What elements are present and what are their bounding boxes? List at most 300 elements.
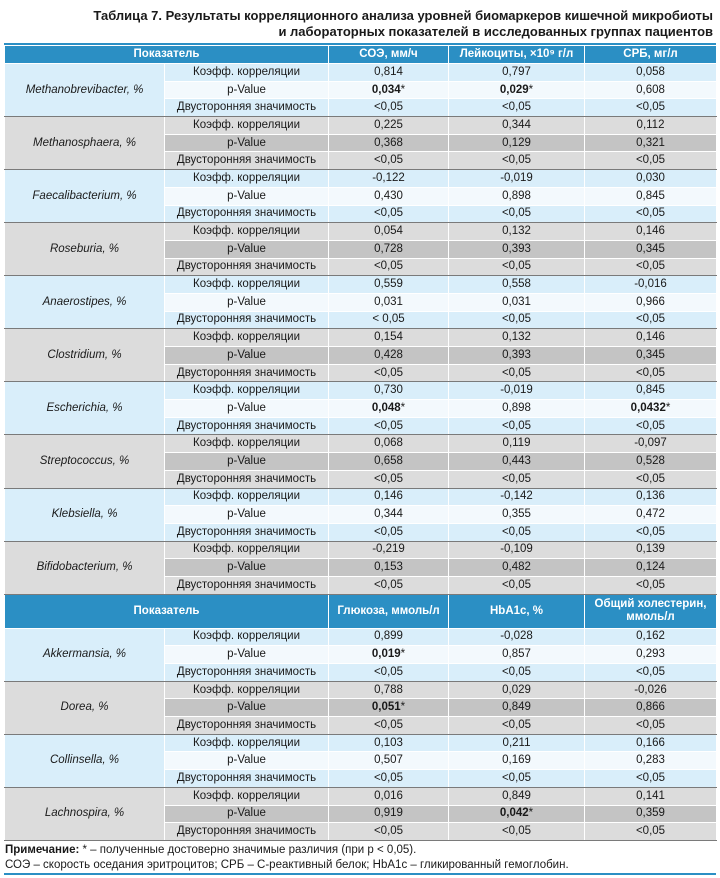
- value-cell: [449, 329, 585, 347]
- table-row: [5, 329, 717, 347]
- value-text: 0,428: [374, 348, 403, 361]
- value-text: 0,031: [374, 295, 403, 308]
- bacterium-name: Roseburia, %: [5, 223, 165, 276]
- value-text: 0,857: [502, 648, 531, 661]
- value-cell: [585, 435, 717, 453]
- value-text: 0,016: [374, 789, 403, 802]
- header-leukocytes: Лейкоциты, ×10⁹ г/л: [449, 46, 585, 64]
- table-row: [5, 223, 717, 241]
- significance-star: *: [400, 701, 406, 714]
- value-cell: [329, 64, 449, 82]
- value-text: 0,146: [374, 490, 403, 503]
- metric-label: Коэфф. корреляции: [165, 276, 329, 294]
- value-cell: [329, 400, 449, 418]
- value-cell: [329, 523, 449, 541]
- value-text: <0,05: [501, 419, 532, 432]
- value-cell: [329, 506, 449, 524]
- value-cell: [585, 823, 717, 841]
- metric-label: p-Value: [165, 805, 329, 823]
- metric-label: Двусторонняя значимость: [165, 664, 329, 682]
- value-cell: [329, 347, 449, 365]
- value-cell: [449, 681, 585, 699]
- value-cell: [449, 117, 585, 135]
- bacterium-name: Akkermansia, %: [5, 628, 165, 681]
- value-text: <0,05: [501, 825, 532, 838]
- note-label: Примечание:: [5, 843, 80, 856]
- value-text: <0,05: [635, 578, 666, 591]
- value-cell: [449, 240, 585, 258]
- value-cell: [329, 364, 449, 382]
- metric-label: p-Value: [165, 293, 329, 311]
- value-cell: [449, 664, 585, 682]
- value-text: 0,124: [636, 561, 665, 574]
- note-text-1: * – полученные достоверно значимые различия (при p < 0,05).: [79, 843, 417, 856]
- value-cell: [449, 488, 585, 506]
- value-text: 0,141: [636, 789, 665, 802]
- value-cell: [329, 329, 449, 347]
- value-text: 0,0432: [630, 401, 666, 414]
- metric-label: Двусторонняя значимость: [165, 470, 329, 488]
- value-text: 0,368: [374, 136, 403, 149]
- metric-label: Двусторонняя значимость: [165, 99, 329, 117]
- value-cell: [329, 258, 449, 276]
- value-text: 0,042: [499, 807, 529, 820]
- value-text: <0,05: [373, 718, 404, 731]
- value-cell: [449, 400, 585, 418]
- table-row: [5, 734, 717, 752]
- table-row: [5, 787, 717, 805]
- value-cell: [329, 646, 449, 664]
- value-text: 0,788: [374, 683, 403, 696]
- value-cell: [449, 293, 585, 311]
- value-cell: [585, 453, 717, 471]
- value-text: <0,05: [373, 260, 404, 273]
- value-cell: [585, 347, 717, 365]
- value-text: <0,05: [373, 207, 404, 220]
- value-text: 0,393: [502, 242, 531, 255]
- value-cell: [449, 81, 585, 99]
- value-cell: [329, 382, 449, 400]
- metric-label: Коэфф. корреляции: [165, 488, 329, 506]
- value-text: 0,528: [636, 454, 665, 467]
- value-cell: [329, 240, 449, 258]
- value-cell: [449, 435, 585, 453]
- value-cell: [329, 117, 449, 135]
- value-cell: [449, 347, 585, 365]
- value-cell: [329, 488, 449, 506]
- bacterium-name: Collinsella, %: [5, 734, 165, 787]
- value-cell: [449, 576, 585, 594]
- value-text: 0,608: [636, 83, 665, 96]
- value-cell: [329, 541, 449, 559]
- header-row-1: [5, 46, 717, 64]
- value-cell: [585, 664, 717, 682]
- value-text: -0,109: [500, 543, 533, 556]
- metric-label: Коэфф. корреляции: [165, 170, 329, 188]
- value-text: 0,058: [636, 65, 665, 78]
- value-text: <0,05: [635, 260, 666, 273]
- value-text: 0,136: [636, 490, 665, 503]
- value-text: 0,898: [502, 189, 531, 202]
- value-text: 0,048: [371, 401, 401, 414]
- value-text: -0,016: [634, 278, 667, 291]
- value-text: <0,05: [635, 665, 666, 678]
- header-indicator: Показатель: [5, 46, 329, 64]
- value-text: 0,797: [502, 65, 531, 78]
- value-cell: [585, 559, 717, 577]
- value-cell: [585, 240, 717, 258]
- header-glucose: Глюкоза, ммоль/л: [329, 594, 449, 628]
- value-cell: [585, 64, 717, 82]
- value-cell: [449, 170, 585, 188]
- value-text: 0,507: [374, 754, 403, 767]
- value-cell: [585, 699, 717, 717]
- metric-label: Двусторонняя значимость: [165, 364, 329, 382]
- metric-label: Двусторонняя значимость: [165, 258, 329, 276]
- value-cell: [585, 541, 717, 559]
- header-crp: СРБ, мг/л: [585, 46, 717, 64]
- table-row: [5, 276, 717, 294]
- value-cell: [329, 311, 449, 329]
- value-text: 0,132: [502, 331, 531, 344]
- value-text: 0,344: [374, 508, 403, 521]
- bacterium-name: Methanobrevibacter, %: [5, 64, 165, 117]
- value-cell: [329, 134, 449, 152]
- header-hba1c: HbA1c, %: [449, 594, 585, 628]
- value-cell: [449, 752, 585, 770]
- value-text: <0,05: [373, 366, 404, 379]
- metric-label: p-Value: [165, 699, 329, 717]
- significance-star: *: [528, 807, 534, 820]
- value-cell: [449, 470, 585, 488]
- value-text: <0,05: [635, 472, 666, 485]
- value-cell: [449, 417, 585, 435]
- value-text: 0,154: [374, 331, 403, 344]
- metric-label: p-Value: [165, 240, 329, 258]
- note-line-1: [5, 843, 716, 858]
- value-text: 0,283: [636, 754, 665, 767]
- value-cell: [329, 435, 449, 453]
- metric-label: Коэфф. корреляции: [165, 435, 329, 453]
- value-text: 0,966: [636, 295, 665, 308]
- value-cell: [585, 400, 717, 418]
- value-cell: [449, 805, 585, 823]
- metric-label: Коэфф. корреляции: [165, 681, 329, 699]
- metric-label: p-Value: [165, 646, 329, 664]
- metric-label: Коэфф. корреляции: [165, 628, 329, 646]
- metric-label: Двусторонняя значимость: [165, 523, 329, 541]
- value-text: -0,019: [500, 384, 533, 397]
- value-text: 0,845: [636, 189, 665, 202]
- metric-label: p-Value: [165, 134, 329, 152]
- value-cell: [585, 205, 717, 223]
- value-text: -0,019: [500, 171, 533, 184]
- value-cell: [449, 258, 585, 276]
- value-text: 0,132: [502, 225, 531, 238]
- value-cell: [585, 81, 717, 99]
- value-text: <0,05: [501, 665, 532, 678]
- value-text: <0,05: [635, 366, 666, 379]
- value-cell: [585, 752, 717, 770]
- metric-label: Коэфф. корреляции: [165, 541, 329, 559]
- table-note: [4, 843, 716, 873]
- value-cell: [585, 734, 717, 752]
- value-text: <0,05: [635, 313, 666, 326]
- value-text: 0,845: [636, 384, 665, 397]
- value-text: 0,029: [499, 83, 529, 96]
- bacterium-name: Clostridium, %: [5, 329, 165, 382]
- value-text: 0,730: [374, 384, 403, 397]
- value-text: 0,146: [636, 225, 665, 238]
- header-esr: СОЭ, мм/ч: [329, 46, 449, 64]
- value-text: 0,225: [374, 118, 403, 131]
- value-text: 0,898: [502, 401, 531, 414]
- value-cell: [449, 628, 585, 646]
- value-cell: [585, 770, 717, 788]
- value-text: <0,05: [635, 101, 666, 114]
- metric-label: Двусторонняя значимость: [165, 311, 329, 329]
- metric-label: p-Value: [165, 187, 329, 205]
- value-text: 0,482: [502, 561, 531, 574]
- value-cell: [329, 152, 449, 170]
- value-cell: [585, 506, 717, 524]
- value-text: <0,05: [501, 366, 532, 379]
- metric-label: p-Value: [165, 752, 329, 770]
- value-cell: [329, 99, 449, 117]
- value-cell: [585, 99, 717, 117]
- value-cell: [329, 470, 449, 488]
- section-1-body: [5, 64, 717, 595]
- value-text: 0,169: [502, 754, 531, 767]
- value-cell: [585, 258, 717, 276]
- value-cell: [329, 81, 449, 99]
- metric-label: Коэфф. корреляции: [165, 787, 329, 805]
- value-text: 0,849: [502, 701, 531, 714]
- significance-star: *: [400, 401, 406, 414]
- value-text: <0,05: [501, 718, 532, 731]
- significance-star: *: [400, 83, 406, 96]
- value-text: 0,430: [374, 189, 403, 202]
- bottom-rule: [4, 873, 716, 875]
- value-text: 0,472: [636, 508, 665, 521]
- value-text: 0,019: [371, 648, 401, 661]
- value-cell: [449, 187, 585, 205]
- table-row: [5, 382, 717, 400]
- value-cell: [585, 134, 717, 152]
- value-text: -0,142: [500, 490, 533, 503]
- value-text: 0,345: [636, 242, 665, 255]
- value-cell: [329, 453, 449, 471]
- table-row: [5, 681, 717, 699]
- bacterium-name: Faecalibacterium, %: [5, 170, 165, 223]
- value-text: 0,558: [502, 278, 531, 291]
- value-cell: [449, 382, 585, 400]
- value-text: <0,05: [501, 260, 532, 273]
- value-cell: [449, 559, 585, 577]
- value-text: 0,919: [374, 807, 403, 820]
- value-cell: [329, 417, 449, 435]
- value-text: <0,05: [373, 154, 404, 167]
- value-cell: [585, 382, 717, 400]
- value-cell: [585, 117, 717, 135]
- bacterium-name: Lachnospira, %: [5, 787, 165, 840]
- value-cell: [585, 223, 717, 241]
- value-cell: [585, 787, 717, 805]
- value-cell: [449, 364, 585, 382]
- metric-label: Коэфф. корреляции: [165, 64, 329, 82]
- value-cell: [329, 576, 449, 594]
- metric-label: Двусторонняя значимость: [165, 717, 329, 735]
- value-text: 0,153: [374, 561, 403, 574]
- value-cell: [585, 523, 717, 541]
- value-text: 0,359: [636, 807, 665, 820]
- value-cell: [585, 488, 717, 506]
- metric-label: p-Value: [165, 400, 329, 418]
- value-text: 0,051: [371, 701, 401, 714]
- value-cell: [329, 559, 449, 577]
- value-text: -0,219: [372, 543, 405, 556]
- value-cell: [585, 293, 717, 311]
- value-cell: [329, 205, 449, 223]
- value-text: -0,122: [372, 171, 405, 184]
- value-text: 0,103: [374, 736, 403, 749]
- significance-star: *: [528, 83, 534, 96]
- value-cell: [329, 699, 449, 717]
- value-cell: [585, 187, 717, 205]
- value-cell: [585, 311, 717, 329]
- value-text: 0,031: [502, 295, 531, 308]
- value-cell: [449, 134, 585, 152]
- value-text: 0,112: [636, 118, 665, 131]
- value-text: 0,029: [502, 683, 531, 696]
- value-text: 0,321: [636, 136, 665, 149]
- title-line-1: Таблица 7. Результаты корреляционного анализа уровней биомаркеров кишечной микробиоты: [93, 8, 713, 23]
- bacterium-name: Streptococcus, %: [5, 435, 165, 488]
- value-text: 0,443: [502, 454, 531, 467]
- table-row: [5, 170, 717, 188]
- section-2-body: [5, 628, 717, 840]
- value-text: <0,05: [373, 578, 404, 591]
- value-text: 0,211: [502, 736, 531, 749]
- value-cell: [329, 293, 449, 311]
- metric-label: Коэфф. корреляции: [165, 382, 329, 400]
- value-cell: [329, 187, 449, 205]
- value-text: 0,866: [636, 701, 665, 714]
- value-cell: [329, 170, 449, 188]
- value-text: 0,658: [374, 454, 403, 467]
- value-cell: [449, 276, 585, 294]
- value-cell: [585, 646, 717, 664]
- value-cell: [449, 646, 585, 664]
- metric-label: Двусторонняя значимость: [165, 770, 329, 788]
- value-text: <0,05: [373, 101, 404, 114]
- header-row-2: [5, 594, 717, 628]
- value-text: 0,139: [636, 543, 665, 556]
- bacterium-name: Dorea, %: [5, 681, 165, 734]
- value-cell: [329, 787, 449, 805]
- value-text: < 0,05: [372, 313, 405, 326]
- bacterium-name: Anaerostipes, %: [5, 276, 165, 329]
- value-text: 0,166: [636, 736, 665, 749]
- bacterium-name: Methanosphaera, %: [5, 117, 165, 170]
- table-title: [4, 8, 716, 40]
- value-cell: [449, 311, 585, 329]
- value-cell: [585, 576, 717, 594]
- value-text: 0,355: [502, 508, 531, 521]
- value-cell: [329, 823, 449, 841]
- value-text: -0,028: [500, 630, 533, 643]
- metric-label: p-Value: [165, 506, 329, 524]
- value-cell: [329, 717, 449, 735]
- metric-label: Двусторонняя значимость: [165, 205, 329, 223]
- value-cell: [585, 364, 717, 382]
- value-cell: [449, 787, 585, 805]
- value-text: <0,05: [501, 578, 532, 591]
- value-text: <0,05: [635, 718, 666, 731]
- value-cell: [329, 805, 449, 823]
- value-cell: [449, 717, 585, 735]
- value-cell: [449, 541, 585, 559]
- value-text: <0,05: [635, 207, 666, 220]
- table-row: [5, 541, 717, 559]
- table-row: [5, 64, 717, 82]
- value-cell: [449, 64, 585, 82]
- value-text: <0,05: [373, 665, 404, 678]
- value-text: 0,054: [374, 225, 403, 238]
- value-cell: [449, 152, 585, 170]
- value-text: 0,293: [636, 648, 665, 661]
- value-cell: [329, 276, 449, 294]
- value-text: <0,05: [501, 472, 532, 485]
- value-cell: [585, 717, 717, 735]
- value-cell: [329, 752, 449, 770]
- value-text: <0,05: [501, 313, 532, 326]
- value-text: <0,05: [635, 825, 666, 838]
- value-cell: [585, 329, 717, 347]
- value-cell: [329, 223, 449, 241]
- bacterium-name: Klebsiella, %: [5, 488, 165, 541]
- value-text: <0,05: [635, 419, 666, 432]
- value-cell: [585, 152, 717, 170]
- value-text: <0,05: [635, 525, 666, 538]
- value-cell: [449, 99, 585, 117]
- value-cell: [449, 453, 585, 471]
- correlation-table: [4, 45, 717, 841]
- value-cell: [329, 681, 449, 699]
- value-text: <0,05: [373, 771, 404, 784]
- value-cell: [329, 628, 449, 646]
- value-text: <0,05: [501, 101, 532, 114]
- value-text: 0,162: [636, 630, 665, 643]
- value-text: <0,05: [373, 472, 404, 485]
- value-cell: [585, 417, 717, 435]
- value-text: -0,026: [634, 683, 667, 696]
- metric-label: Коэфф. корреляции: [165, 117, 329, 135]
- header-cholesterol: Общий холестерин, ммоль/л: [585, 594, 717, 628]
- value-text: 0,030: [636, 171, 665, 184]
- value-cell: [449, 823, 585, 841]
- value-cell: [449, 523, 585, 541]
- value-text: 0,034: [371, 83, 401, 96]
- note-line-2: СОЭ – скорость оседания эритроцитов; СРБ – С-реактивный белок; HbA1c – гликированный гемоглобин.: [5, 858, 569, 871]
- metric-label: Двусторонняя значимость: [165, 823, 329, 841]
- value-text: 0,559: [374, 278, 403, 291]
- metric-label: Коэфф. корреляции: [165, 734, 329, 752]
- value-text: -0,097: [634, 437, 667, 450]
- value-cell: [329, 734, 449, 752]
- value-text: <0,05: [501, 525, 532, 538]
- value-cell: [449, 223, 585, 241]
